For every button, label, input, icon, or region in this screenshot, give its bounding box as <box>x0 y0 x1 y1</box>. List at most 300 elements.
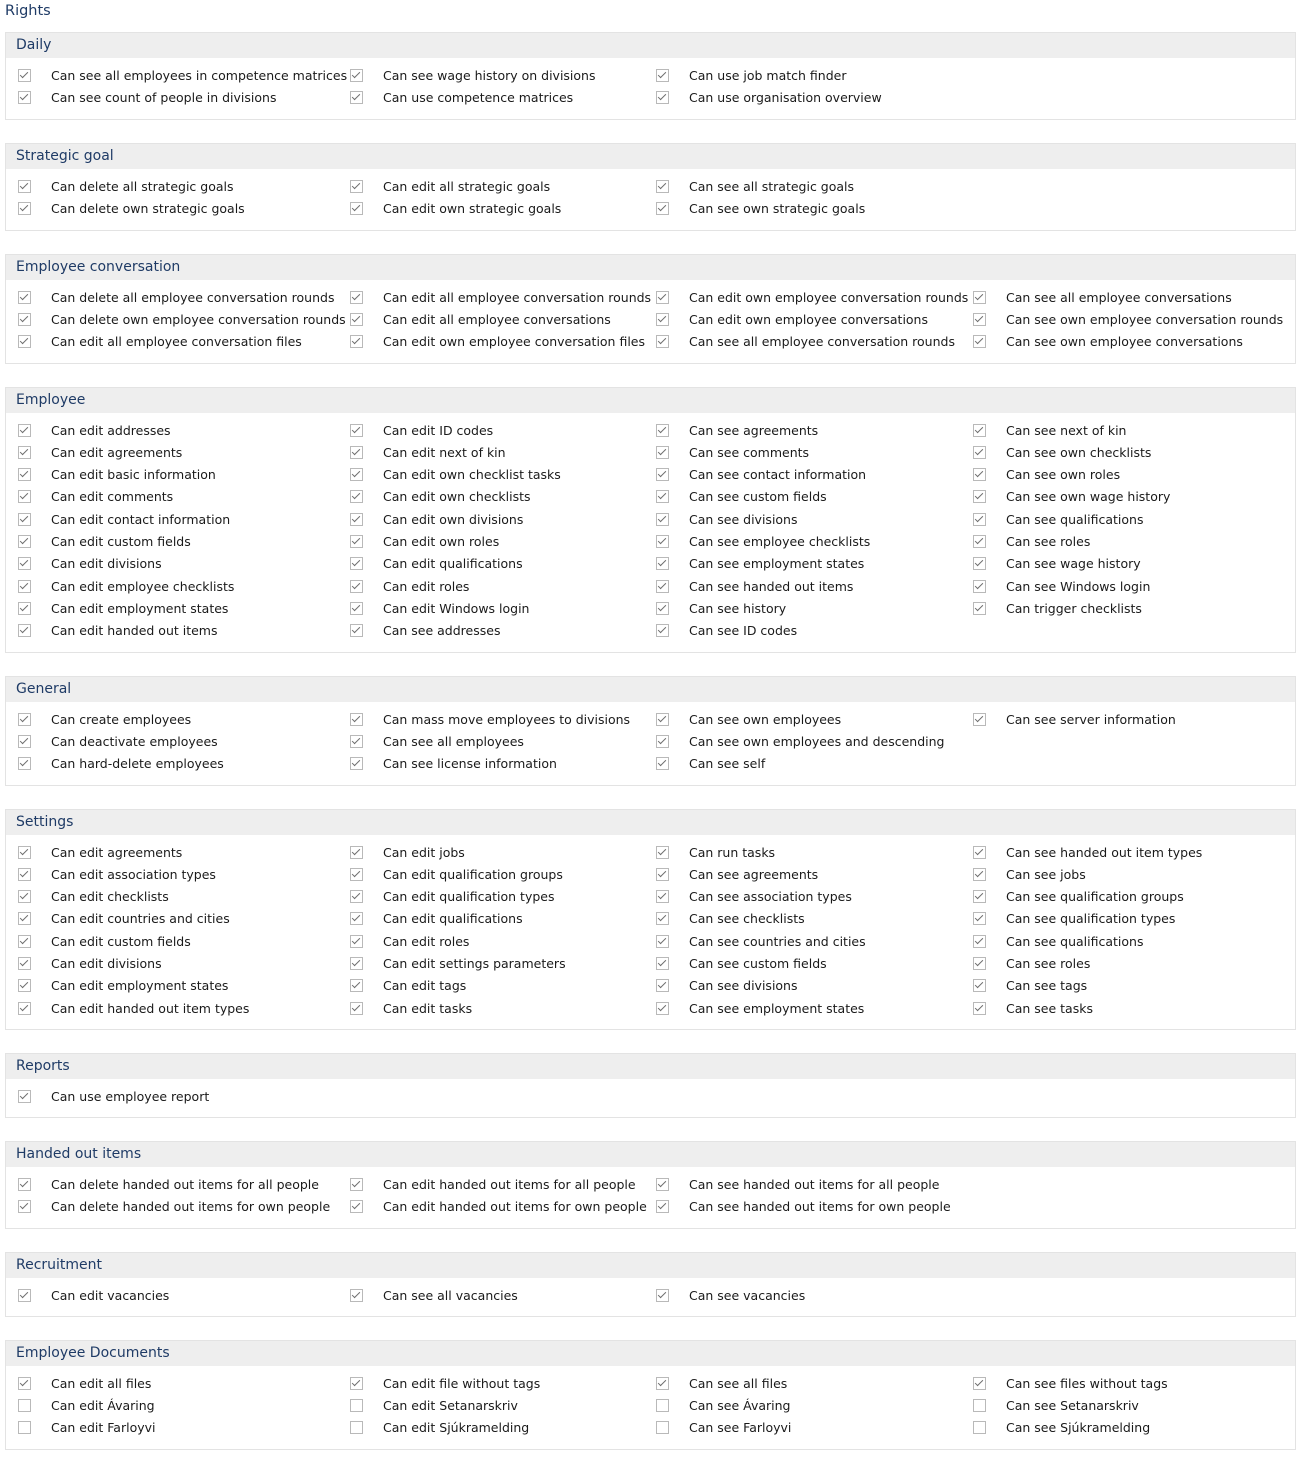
section-settings <box>5 809 1296 1030</box>
right-label: Can see divisions <box>689 978 798 994</box>
checked-checkbox[interactable] <box>656 291 669 304</box>
right-item[interactable] <box>18 1372 151 1394</box>
right-label: Can see roles <box>1006 956 1091 971</box>
checked-checkbox[interactable] <box>18 1289 31 1302</box>
checked-checkbox[interactable] <box>656 957 669 970</box>
checked-checkbox[interactable] <box>973 446 986 459</box>
right-item[interactable] <box>350 1195 647 1217</box>
right-item[interactable] <box>350 886 554 908</box>
checked-checkbox[interactable] <box>656 91 669 104</box>
right-item[interactable] <box>973 1394 1139 1416</box>
checked-checkbox[interactable] <box>350 935 363 948</box>
right-item[interactable] <box>350 575 469 597</box>
right-item[interactable] <box>656 1173 939 1195</box>
checked-checkbox[interactable] <box>350 624 363 637</box>
checked-checkbox[interactable] <box>350 91 363 104</box>
right-label: Can see addresses <box>383 623 501 639</box>
checked-checkbox[interactable] <box>18 468 31 481</box>
right-item[interactable] <box>656 597 786 619</box>
checked-checkbox[interactable] <box>656 202 669 215</box>
checked-checkbox[interactable] <box>973 468 986 481</box>
right-item[interactable] <box>656 286 968 308</box>
right-item[interactable] <box>656 841 775 863</box>
right-label: Can see own checklists <box>1006 444 1152 460</box>
right-item[interactable] <box>18 908 230 930</box>
right-label: Can see license information <box>383 756 557 772</box>
section-recruitment <box>5 1252 1296 1317</box>
checked-checkbox[interactable] <box>656 313 669 326</box>
right-item[interactable] <box>656 753 765 775</box>
checked-checkbox[interactable] <box>973 890 986 903</box>
right-item[interactable] <box>656 953 827 975</box>
checked-checkbox[interactable] <box>656 935 669 948</box>
right-item[interactable] <box>18 575 234 597</box>
right-item[interactable] <box>18 953 162 975</box>
checked-checkbox[interactable] <box>18 846 31 859</box>
right-item[interactable] <box>350 1372 540 1394</box>
checked-checkbox[interactable] <box>18 935 31 948</box>
checked-checkbox[interactable] <box>350 890 363 903</box>
checked-checkbox[interactable] <box>350 1178 363 1191</box>
right-item[interactable] <box>18 86 276 108</box>
right-label: Can delete all employee conversation rounds <box>51 289 335 305</box>
checked-checkbox[interactable] <box>350 1289 363 1302</box>
right-item[interactable] <box>350 1417 529 1439</box>
checked-checkbox[interactable] <box>656 868 669 881</box>
right-item[interactable] <box>973 508 1143 530</box>
right-item[interactable] <box>18 597 228 619</box>
checked-checkbox[interactable] <box>973 935 986 948</box>
unchecked-checkbox[interactable] <box>973 1399 986 1412</box>
checked-checkbox[interactable] <box>18 490 31 503</box>
checked-checkbox[interactable] <box>656 424 669 437</box>
right-item[interactable] <box>656 575 853 597</box>
right-item[interactable] <box>350 863 563 885</box>
checked-checkbox[interactable] <box>656 846 669 859</box>
checked-checkbox[interactable] <box>350 69 363 82</box>
checked-checkbox[interactable] <box>656 979 669 992</box>
right-item[interactable] <box>973 908 1175 930</box>
checked-checkbox[interactable] <box>973 1002 986 1015</box>
right-item[interactable] <box>973 575 1150 597</box>
right-item[interactable] <box>656 486 827 508</box>
section-title: Employee <box>6 388 1295 413</box>
right-label: Can see qualifications <box>1006 933 1144 949</box>
section-body <box>6 702 1295 785</box>
right-label: Can see own wage history <box>1006 489 1171 505</box>
checked-checkbox[interactable] <box>350 713 363 726</box>
right-item[interactable] <box>973 930 1143 952</box>
right-label: Can see Sjúkramelding <box>1006 1420 1151 1436</box>
checked-checkbox[interactable] <box>656 912 669 925</box>
right-item[interactable] <box>350 331 645 353</box>
checked-checkbox[interactable] <box>350 180 363 193</box>
checked-checkbox[interactable] <box>18 979 31 992</box>
right-item[interactable] <box>350 464 561 486</box>
right-label: Can use competence matrices <box>383 89 574 105</box>
right-item[interactable] <box>18 441 182 463</box>
checked-checkbox[interactable] <box>656 535 669 548</box>
checked-checkbox[interactable] <box>973 580 986 593</box>
right-item[interactable] <box>973 886 1184 908</box>
right-item[interactable] <box>656 508 798 530</box>
checked-checkbox[interactable] <box>350 580 363 593</box>
right-item[interactable] <box>350 308 611 330</box>
right-item[interactable] <box>973 997 1093 1019</box>
checked-checkbox[interactable] <box>973 335 986 348</box>
checked-checkbox[interactable] <box>350 513 363 526</box>
right-item[interactable] <box>656 730 944 752</box>
right-item[interactable] <box>18 1394 155 1416</box>
right-item[interactable] <box>350 441 506 463</box>
right-item[interactable] <box>350 486 531 508</box>
right-item[interactable] <box>350 997 472 1019</box>
right-item[interactable] <box>18 886 169 908</box>
checked-checkbox[interactable] <box>656 757 669 770</box>
right-label: Can see own employee conversations <box>1006 334 1243 350</box>
right-item[interactable] <box>350 597 529 619</box>
right-label: Can see handed out items for all people <box>689 1176 940 1192</box>
right-item[interactable] <box>656 553 864 575</box>
checked-checkbox[interactable] <box>350 757 363 770</box>
right-item[interactable] <box>656 997 864 1019</box>
checked-checkbox[interactable] <box>18 1200 31 1213</box>
checked-checkbox[interactable] <box>350 868 363 881</box>
checked-checkbox[interactable] <box>350 490 363 503</box>
right-label: Can edit basic information <box>51 467 216 483</box>
right-item[interactable] <box>350 975 466 997</box>
checked-checkbox[interactable] <box>18 1377 31 1390</box>
checked-checkbox[interactable] <box>350 557 363 570</box>
right-item[interactable] <box>656 175 854 197</box>
checked-checkbox[interactable] <box>656 713 669 726</box>
right-item[interactable] <box>656 1195 951 1217</box>
checked-checkbox[interactable] <box>18 557 31 570</box>
right-item[interactable] <box>656 441 809 463</box>
checked-checkbox[interactable] <box>973 513 986 526</box>
checked-checkbox[interactable] <box>18 602 31 615</box>
right-item[interactable] <box>18 708 191 730</box>
unchecked-checkbox[interactable] <box>18 1399 31 1412</box>
right-label: Can edit Windows login <box>383 600 530 616</box>
checked-checkbox[interactable] <box>656 735 669 748</box>
checked-checkbox[interactable] <box>973 557 986 570</box>
checked-checkbox[interactable] <box>18 513 31 526</box>
checked-checkbox[interactable] <box>973 868 986 881</box>
section-body <box>6 413 1295 652</box>
right-item[interactable] <box>656 331 955 353</box>
right-label: Can delete own strategic goals <box>51 200 245 216</box>
right-item[interactable] <box>973 708 1176 730</box>
checked-checkbox[interactable] <box>350 1200 363 1213</box>
section-title: Strategic goal <box>6 144 1295 169</box>
right-label: Can edit all strategic goals <box>383 178 551 194</box>
right-item[interactable] <box>973 308 1283 330</box>
section-body <box>6 1079 1295 1117</box>
checked-checkbox[interactable] <box>656 490 669 503</box>
right-item[interactable] <box>656 86 882 108</box>
right-item[interactable] <box>350 708 630 730</box>
checked-checkbox[interactable] <box>350 1002 363 1015</box>
right-item[interactable] <box>350 1173 636 1195</box>
right-item[interactable] <box>973 841 1202 863</box>
checked-checkbox[interactable] <box>18 890 31 903</box>
right-item[interactable] <box>973 531 1090 553</box>
right-item[interactable] <box>18 331 302 353</box>
right-label: Can edit own employee conversations <box>689 311 928 327</box>
right-item[interactable] <box>973 419 1126 441</box>
unchecked-checkbox[interactable] <box>18 1421 31 1434</box>
right-item[interactable] <box>18 553 162 575</box>
checked-checkbox[interactable] <box>656 1289 669 1302</box>
right-item[interactable] <box>18 620 218 642</box>
right-item[interactable] <box>656 64 846 86</box>
right-item[interactable] <box>18 486 173 508</box>
checked-checkbox[interactable] <box>656 446 669 459</box>
right-item[interactable] <box>973 441 1151 463</box>
section-employee-documents <box>5 1340 1296 1450</box>
right-label: Can see qualifications <box>1006 511 1144 527</box>
checked-checkbox[interactable] <box>18 868 31 881</box>
right-label: Can see custom fields <box>689 489 827 505</box>
right-item[interactable] <box>656 1417 791 1439</box>
right-item[interactable] <box>18 841 182 863</box>
right-label: Can mass move employees to divisions <box>383 711 631 727</box>
unchecked-checkbox[interactable] <box>350 1421 363 1434</box>
right-label: Can delete handed out items for own people <box>51 1198 331 1214</box>
checked-checkbox[interactable] <box>973 979 986 992</box>
right-item[interactable] <box>18 286 334 308</box>
right-item[interactable] <box>973 953 1090 975</box>
right-item[interactable] <box>18 863 216 885</box>
checked-checkbox[interactable] <box>18 535 31 548</box>
checked-checkbox[interactable] <box>656 602 669 615</box>
right-item[interactable] <box>350 508 523 530</box>
right-item[interactable] <box>656 531 870 553</box>
checked-checkbox[interactable] <box>973 713 986 726</box>
right-item[interactable] <box>350 1284 518 1306</box>
checked-checkbox[interactable] <box>350 535 363 548</box>
section-strategic-goal <box>5 143 1296 231</box>
checked-checkbox[interactable] <box>656 1002 669 1015</box>
checked-checkbox[interactable] <box>18 313 31 326</box>
right-item[interactable] <box>973 553 1141 575</box>
right-item[interactable] <box>350 64 596 86</box>
right-item[interactable] <box>350 86 573 108</box>
checked-checkbox[interactable] <box>18 735 31 748</box>
right-item[interactable] <box>656 1284 805 1306</box>
right-item[interactable] <box>350 841 465 863</box>
checked-checkbox[interactable] <box>656 468 669 481</box>
checked-checkbox[interactable] <box>18 1178 31 1191</box>
right-item[interactable] <box>973 1372 1168 1394</box>
right-label: Can edit divisions <box>51 956 162 971</box>
right-item[interactable] <box>350 730 524 752</box>
right-item[interactable] <box>350 419 493 441</box>
checked-checkbox[interactable] <box>973 291 986 304</box>
right-item[interactable] <box>18 1284 169 1306</box>
right-item[interactable] <box>350 753 557 775</box>
right-item[interactable] <box>656 419 818 441</box>
checked-checkbox[interactable] <box>656 335 669 348</box>
right-item[interactable] <box>18 1173 319 1195</box>
checked-checkbox[interactable] <box>350 313 363 326</box>
right-label: Can edit handed out items for own people <box>383 1198 647 1214</box>
checked-checkbox[interactable] <box>656 580 669 593</box>
right-label: Can see own employee conversation rounds <box>1006 311 1284 327</box>
right-item[interactable] <box>350 286 651 308</box>
right-item[interactable] <box>18 508 230 530</box>
right-item[interactable] <box>18 175 234 197</box>
right-item[interactable] <box>973 331 1243 353</box>
right-item[interactable] <box>350 908 523 930</box>
checked-checkbox[interactable] <box>973 846 986 859</box>
checked-checkbox[interactable] <box>656 180 669 193</box>
section-title: Settings <box>6 810 1295 835</box>
right-item[interactable] <box>18 730 218 752</box>
right-item[interactable] <box>656 1372 787 1394</box>
checked-checkbox[interactable] <box>350 979 363 992</box>
right-item[interactable] <box>656 1394 791 1416</box>
right-label: Can edit roles <box>383 933 470 949</box>
checked-checkbox[interactable] <box>350 602 363 615</box>
unchecked-checkbox[interactable] <box>656 1421 669 1434</box>
checked-checkbox[interactable] <box>973 1377 986 1390</box>
checked-checkbox[interactable] <box>350 202 363 215</box>
right-item[interactable] <box>18 930 191 952</box>
checked-checkbox[interactable] <box>656 624 669 637</box>
right-item[interactable] <box>350 953 566 975</box>
checked-checkbox[interactable] <box>350 912 363 925</box>
right-item[interactable] <box>18 997 249 1019</box>
checked-checkbox[interactable] <box>350 446 363 459</box>
checked-checkbox[interactable] <box>973 912 986 925</box>
checked-checkbox[interactable] <box>350 335 363 348</box>
right-item[interactable] <box>18 1195 330 1217</box>
checked-checkbox[interactable] <box>18 291 31 304</box>
checked-checkbox[interactable] <box>18 446 31 459</box>
checked-checkbox[interactable] <box>656 1178 669 1191</box>
right-item[interactable] <box>656 908 805 930</box>
checked-checkbox[interactable] <box>656 890 669 903</box>
checked-checkbox[interactable] <box>973 490 986 503</box>
checked-checkbox[interactable] <box>18 69 31 82</box>
right-item[interactable] <box>656 708 841 730</box>
right-label: Can edit employment states <box>51 600 229 616</box>
checked-checkbox[interactable] <box>18 180 31 193</box>
right-label: Can see Windows login <box>1006 578 1151 594</box>
right-item[interactable] <box>18 531 191 553</box>
checked-checkbox[interactable] <box>18 757 31 770</box>
checked-checkbox[interactable] <box>350 1377 363 1390</box>
unchecked-checkbox[interactable] <box>973 1421 986 1434</box>
checked-checkbox[interactable] <box>18 580 31 593</box>
checked-checkbox[interactable] <box>18 202 31 215</box>
right-item[interactable] <box>18 308 346 330</box>
right-item[interactable] <box>973 486 1170 508</box>
checked-checkbox[interactable] <box>350 846 363 859</box>
right-item[interactable] <box>656 308 928 330</box>
checked-checkbox[interactable] <box>973 424 986 437</box>
right-label: Can see qualification groups <box>1006 889 1184 905</box>
checked-checkbox[interactable] <box>973 535 986 548</box>
right-item[interactable] <box>18 197 245 219</box>
right-item[interactable] <box>18 1417 156 1439</box>
right-item[interactable] <box>18 419 171 441</box>
checked-checkbox[interactable] <box>350 424 363 437</box>
right-item[interactable] <box>350 175 550 197</box>
right-label: Can edit employee checklists <box>51 578 235 594</box>
checked-checkbox[interactable] <box>18 1002 31 1015</box>
right-item[interactable] <box>656 863 818 885</box>
right-item[interactable] <box>350 1394 518 1416</box>
checked-checkbox[interactable] <box>350 957 363 970</box>
right-item[interactable] <box>18 464 216 486</box>
right-item[interactable] <box>350 197 561 219</box>
checked-checkbox[interactable] <box>350 291 363 304</box>
right-item[interactable] <box>350 620 500 642</box>
checked-checkbox[interactable] <box>18 624 31 637</box>
section-title: General <box>6 677 1295 702</box>
right-item[interactable] <box>18 64 347 86</box>
unchecked-checkbox[interactable] <box>350 1399 363 1412</box>
right-item[interactable] <box>973 1417 1150 1439</box>
right-item[interactable] <box>18 753 224 775</box>
right-item[interactable] <box>656 620 797 642</box>
checked-checkbox[interactable] <box>18 912 31 925</box>
checked-checkbox[interactable] <box>656 1200 669 1213</box>
checked-checkbox[interactable] <box>656 557 669 570</box>
checked-checkbox[interactable] <box>656 1377 669 1390</box>
checked-checkbox[interactable] <box>656 513 669 526</box>
right-label: Can edit all employee conversation rounds <box>383 289 652 305</box>
right-label: Can use job match finder <box>689 67 847 83</box>
right-item[interactable] <box>350 553 523 575</box>
right-item[interactable] <box>656 886 852 908</box>
checked-checkbox[interactable] <box>350 735 363 748</box>
checked-checkbox[interactable] <box>18 424 31 437</box>
checked-checkbox[interactable] <box>350 468 363 481</box>
unchecked-checkbox[interactable] <box>656 1399 669 1412</box>
right-item[interactable] <box>350 930 469 952</box>
checked-checkbox[interactable] <box>18 713 31 726</box>
right-item[interactable] <box>973 286 1232 308</box>
checked-checkbox[interactable] <box>973 602 986 615</box>
checked-checkbox[interactable] <box>18 957 31 970</box>
right-item[interactable] <box>973 863 1086 885</box>
right-item[interactable] <box>18 975 228 997</box>
right-item[interactable] <box>973 975 1087 997</box>
checked-checkbox[interactable] <box>973 957 986 970</box>
right-item[interactable] <box>350 531 499 553</box>
right-item[interactable] <box>656 197 865 219</box>
checked-checkbox[interactable] <box>18 91 31 104</box>
right-label: Can edit qualifications <box>383 911 523 927</box>
right-item[interactable] <box>973 464 1120 486</box>
page-title: Rights <box>5 3 51 19</box>
right-item[interactable] <box>656 464 866 486</box>
right-item[interactable] <box>656 975 798 997</box>
right-label: Can edit own employee conversation files <box>383 334 646 350</box>
checked-checkbox[interactable] <box>18 1090 31 1103</box>
right-label: Can see employee checklists <box>689 534 871 549</box>
right-item[interactable] <box>656 930 866 952</box>
right-item[interactable] <box>973 597 1142 619</box>
checked-checkbox[interactable] <box>973 313 986 326</box>
right-item[interactable] <box>18 1085 209 1107</box>
checked-checkbox[interactable] <box>18 335 31 348</box>
checked-checkbox[interactable] <box>656 69 669 82</box>
